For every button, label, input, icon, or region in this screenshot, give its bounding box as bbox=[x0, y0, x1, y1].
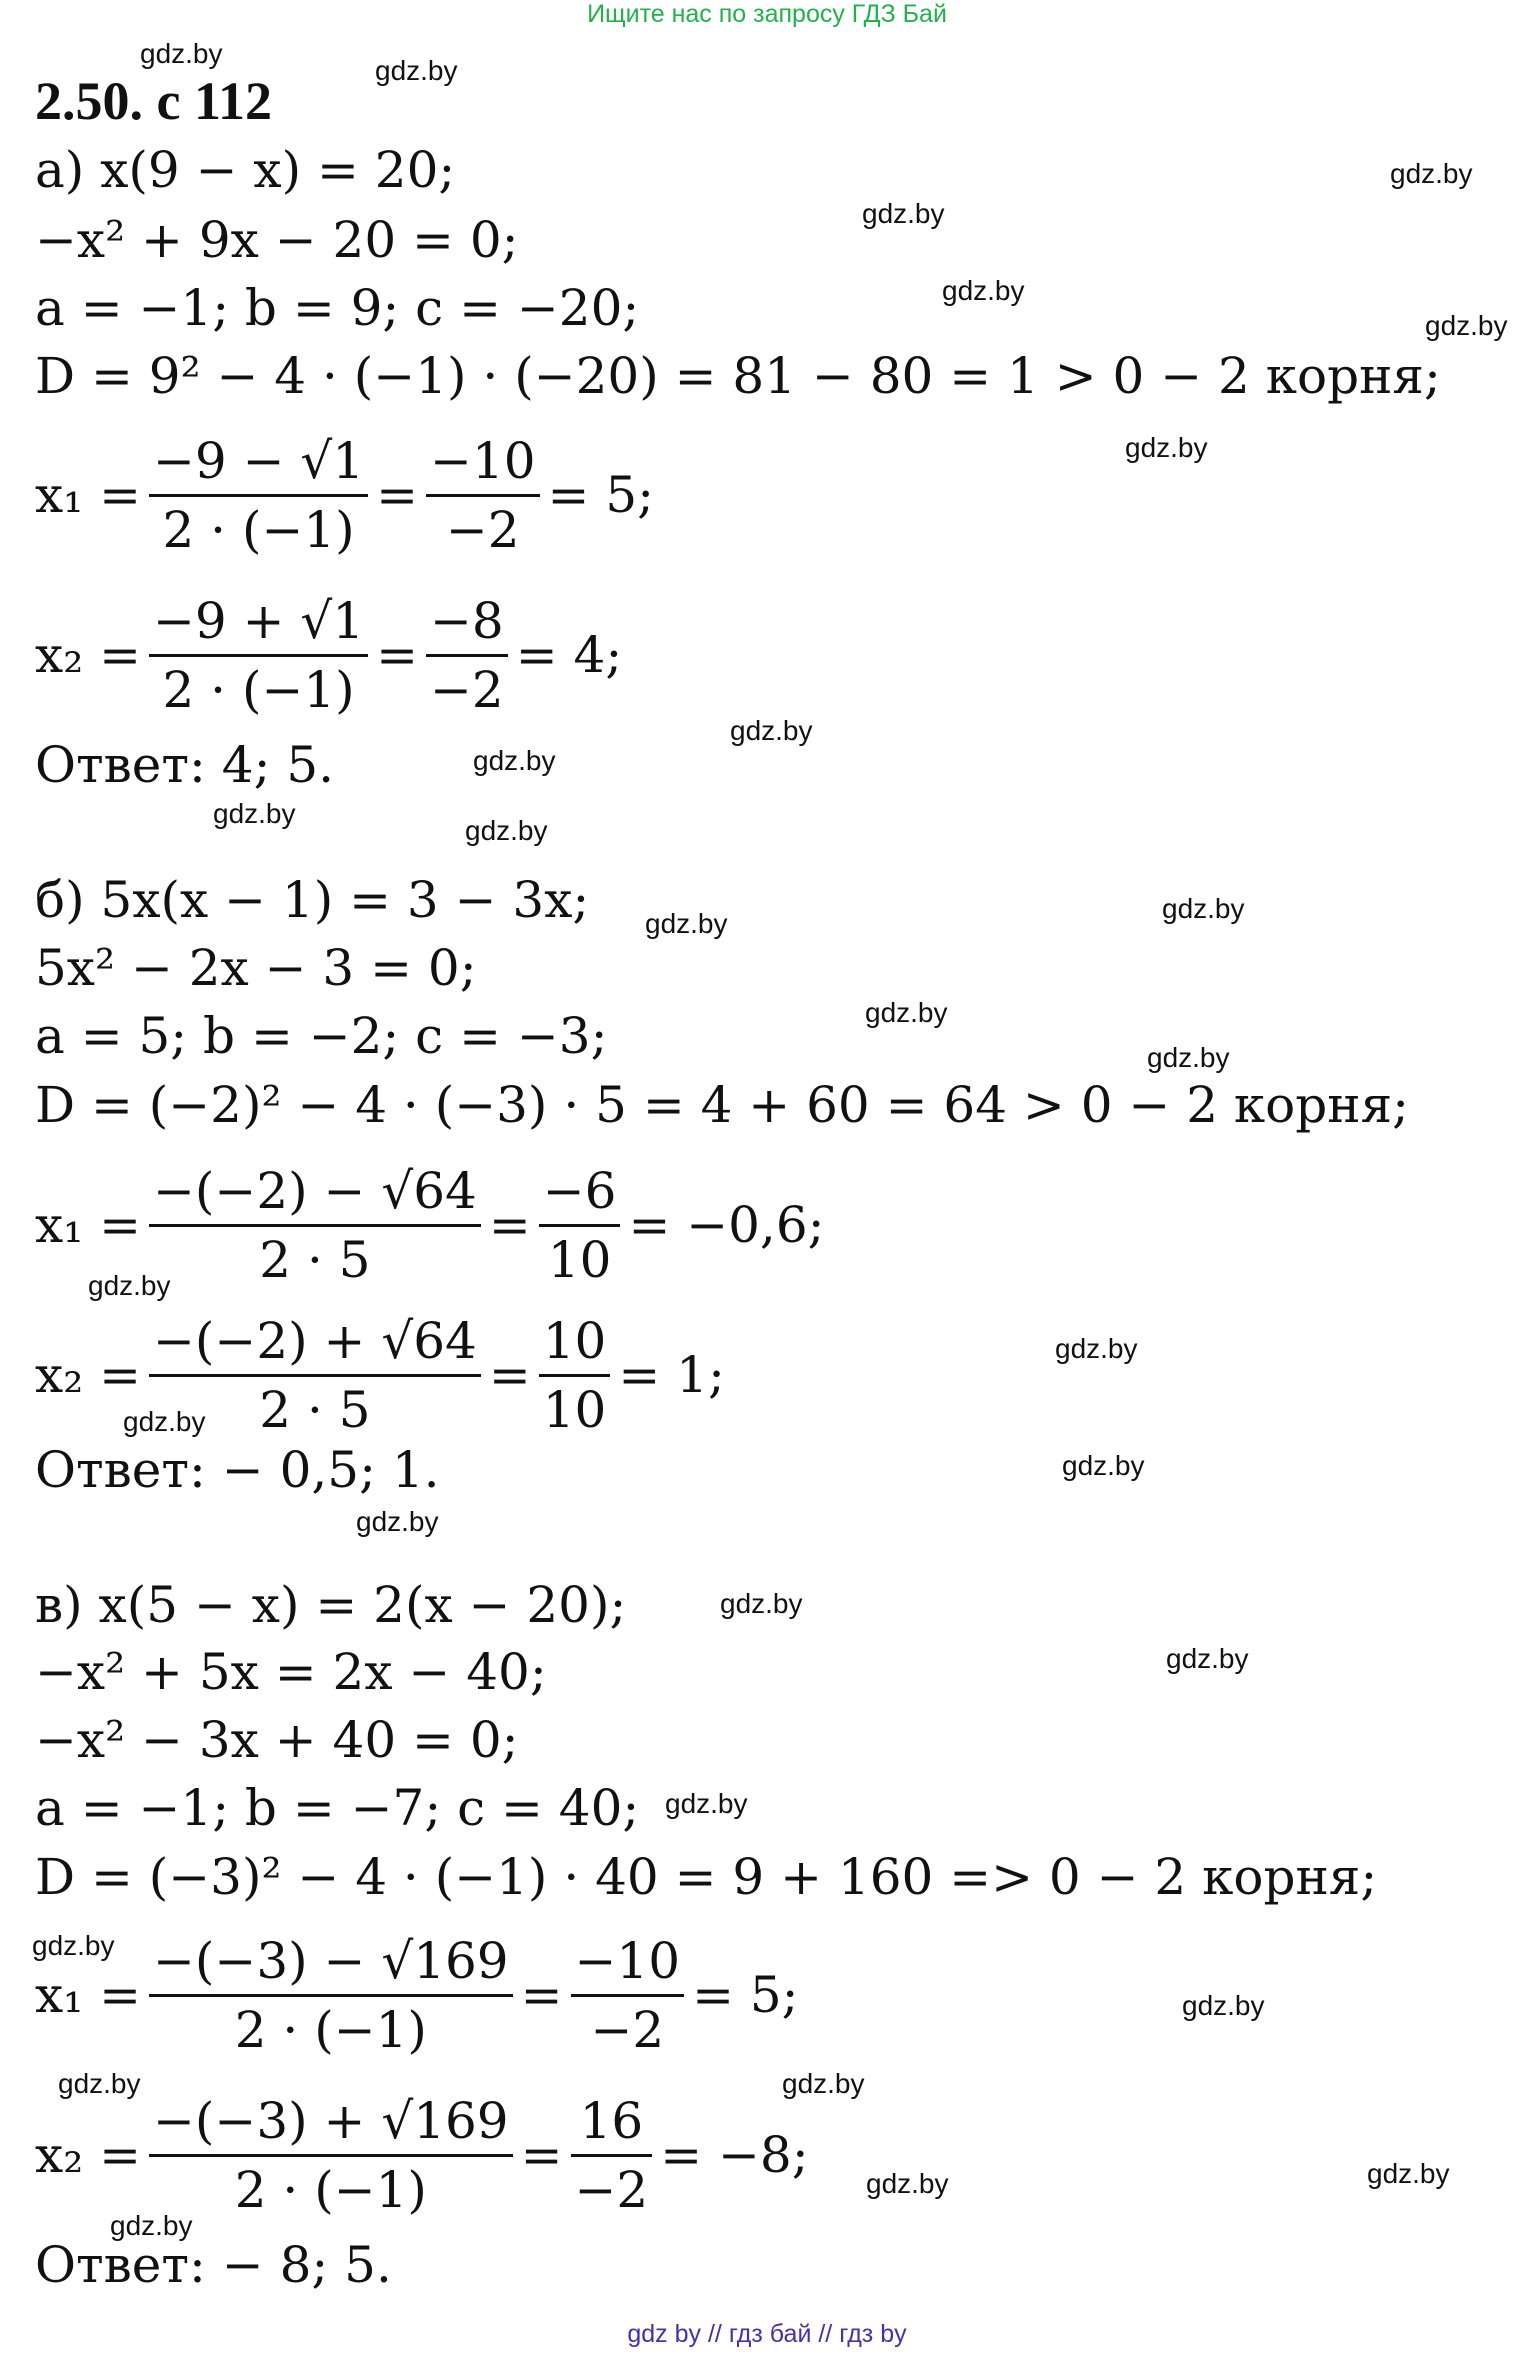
x1-fraction-2 bbox=[571, 1928, 685, 2063]
watermark: gdz.by bbox=[866, 2168, 949, 2199]
watermark: gdz.by bbox=[730, 715, 813, 746]
fraction-denominator: 2 · (−1) bbox=[149, 654, 368, 723]
watermark: gdz.by bbox=[473, 745, 556, 776]
fraction-numerator: −(−3) − √169 bbox=[153, 1931, 509, 1990]
x2-fraction-2 bbox=[426, 588, 508, 723]
watermark: gdz.by bbox=[720, 1588, 803, 1619]
watermark: gdz.by bbox=[32, 1930, 115, 1961]
fraction-numerator: −(−2) − √64 bbox=[153, 1161, 477, 1220]
fraction-denominator: −2 bbox=[426, 494, 540, 563]
watermark: gdz.by bbox=[88, 1270, 171, 1301]
x2-lhs: x₂ = bbox=[35, 626, 142, 684]
watermark: gdz.by bbox=[123, 1406, 206, 1437]
equals-sign: = bbox=[520, 2126, 563, 2184]
fraction-numerator: −9 + √1 bbox=[153, 591, 365, 650]
watermark: gdz.by bbox=[782, 2068, 865, 2099]
watermark: gdz.by bbox=[213, 798, 296, 829]
fraction-denominator: 2 · 5 bbox=[149, 1224, 481, 1293]
part-a-line-3: a = −1; b = 9; c = −20; bbox=[35, 279, 640, 337]
watermark: gdz.by bbox=[58, 2068, 141, 2099]
equals-sign: = bbox=[488, 1346, 531, 1404]
top-banner: Ищите нас по запросу ГДЗ Бай bbox=[587, 0, 947, 28]
watermark: gdz.by bbox=[665, 1788, 748, 1819]
fraction-denominator: −2 bbox=[571, 2154, 653, 2223]
watermark: gdz.by bbox=[942, 275, 1025, 306]
fraction-denominator: −2 bbox=[571, 1994, 685, 2063]
watermark: gdz.by bbox=[1425, 310, 1508, 341]
x2-fraction-2 bbox=[571, 2088, 653, 2223]
x1-fraction-2 bbox=[539, 1158, 621, 1293]
fraction-numerator: −10 bbox=[430, 431, 536, 490]
fraction-denominator: −2 bbox=[426, 654, 508, 723]
x2-result: = 1; bbox=[618, 1346, 725, 1404]
equals-sign: = bbox=[376, 466, 418, 524]
fraction-denominator: 2 · (−1) bbox=[149, 1994, 513, 2063]
equals-sign: = bbox=[488, 1196, 531, 1254]
part-b-answer: Ответ: − 0,5; 1. bbox=[35, 1441, 440, 1499]
part-a-x2 bbox=[35, 575, 622, 735]
watermark: gdz.by bbox=[1367, 2158, 1450, 2189]
x2-lhs: x₂ = bbox=[35, 2126, 142, 2184]
part-a-line-1: а) x(9 − x) = 20; bbox=[35, 141, 456, 199]
watermark: gdz.by bbox=[356, 1506, 439, 1537]
part-a-x1 bbox=[35, 415, 654, 575]
fraction-denominator: 10 bbox=[539, 1224, 621, 1293]
fraction-numerator: −8 bbox=[430, 591, 504, 650]
footer-links: gdz by // гдз бай // гдз by bbox=[627, 2320, 907, 2348]
watermark: gdz.by bbox=[465, 815, 548, 846]
x2-result: = −8; bbox=[660, 2126, 809, 2184]
fraction-numerator: −(−2) + √64 bbox=[153, 1311, 477, 1370]
watermark: gdz.by bbox=[865, 997, 948, 1028]
fraction-numerator: −9 − √1 bbox=[153, 431, 365, 490]
watermark: gdz.by bbox=[1055, 1333, 1138, 1364]
watermark: gdz.by bbox=[1390, 158, 1473, 189]
part-b-line-3: a = 5; b = −2; c = −3; bbox=[35, 1007, 608, 1065]
fraction-numerator: −(−3) + √169 bbox=[153, 2091, 509, 2150]
watermark: gdz.by bbox=[110, 2210, 193, 2241]
part-c-line-1: в) x(5 − x) = 2(x − 20); bbox=[35, 1576, 627, 1634]
watermark: gdz.by bbox=[862, 198, 945, 229]
x1-fraction-1 bbox=[149, 1928, 513, 2063]
fraction-numerator: 10 bbox=[542, 1311, 607, 1370]
part-c-x1 bbox=[35, 1915, 799, 2075]
part-a-discriminant: D = 9² − 4 · (−1) · (−20) = 81 − 80 = 1 > 0 − 2 корня; bbox=[35, 347, 1441, 405]
part-c-line-4: a = −1; b = −7; c = 40; bbox=[35, 1779, 640, 1837]
x1-result: = −0,6; bbox=[628, 1196, 825, 1254]
x1-result: = 5; bbox=[692, 1966, 799, 2024]
equals-sign: = bbox=[376, 626, 418, 684]
fraction-denominator: 10 bbox=[539, 1374, 611, 1443]
x1-lhs: x₁ = bbox=[35, 466, 142, 524]
x2-fraction-2 bbox=[539, 1308, 611, 1443]
x1-result: = 5; bbox=[547, 466, 654, 524]
fraction-denominator: 2 · (−1) bbox=[149, 494, 368, 563]
part-c-discriminant: D = (−3)² − 4 · (−1) · 40 = 9 + 160 => 0 − 2 корня; bbox=[35, 1848, 1378, 1906]
fraction-numerator: 16 bbox=[579, 2091, 644, 2150]
equals-sign: = bbox=[520, 1966, 563, 2024]
fraction-denominator: 2 · 5 bbox=[149, 1374, 481, 1443]
part-a-line-2: −x² + 9x − 20 = 0; bbox=[35, 211, 519, 269]
part-a-answer: Ответ: 4; 5. bbox=[35, 736, 335, 794]
fraction-numerator: −6 bbox=[542, 1161, 617, 1220]
watermark: gdz.by bbox=[1166, 1643, 1249, 1674]
fraction-numerator: −10 bbox=[574, 1931, 681, 1990]
x1-fraction-2 bbox=[426, 428, 540, 563]
fraction-denominator: 2 · (−1) bbox=[149, 2154, 513, 2223]
part-b-discriminant: D = (−2)² − 4 · (−3) · 5 = 4 + 60 = 64 > 0 − 2 корня; bbox=[35, 1076, 1409, 1134]
part-c-line-2: −x² + 5x = 2x − 40; bbox=[35, 1643, 547, 1701]
exercise-title: 2.50. с 112 bbox=[35, 71, 272, 131]
part-c-line-3: −x² − 3x + 40 = 0; bbox=[35, 1711, 519, 1769]
x1-lhs: x₁ = bbox=[35, 1966, 142, 2024]
part-c-answer: Ответ: − 8; 5. bbox=[35, 2236, 392, 2294]
watermark: gdz.by bbox=[1147, 1042, 1230, 1073]
watermark: gdz.by bbox=[645, 908, 728, 939]
watermark: gdz.by bbox=[1182, 1990, 1265, 2021]
watermark: gdz.by bbox=[375, 55, 458, 86]
watermark: gdz.by bbox=[140, 38, 223, 69]
x2-fraction-1 bbox=[149, 2088, 513, 2223]
x2-lhs: x₂ = bbox=[35, 1346, 142, 1404]
watermark: gdz.by bbox=[1125, 432, 1208, 463]
x2-result: = 4; bbox=[515, 626, 623, 684]
x1-fraction-1 bbox=[149, 1158, 481, 1293]
part-b-line-1: б) 5x(x − 1) = 3 − 3x; bbox=[35, 871, 590, 929]
x1-fraction-1 bbox=[149, 428, 368, 563]
watermark: gdz.by bbox=[1162, 893, 1245, 924]
x1-lhs: x₁ = bbox=[35, 1196, 142, 1254]
part-b-line-2: 5x² − 2x − 3 = 0; bbox=[35, 939, 477, 997]
watermark: gdz.by bbox=[1062, 1450, 1145, 1481]
x2-fraction-1 bbox=[149, 588, 368, 723]
